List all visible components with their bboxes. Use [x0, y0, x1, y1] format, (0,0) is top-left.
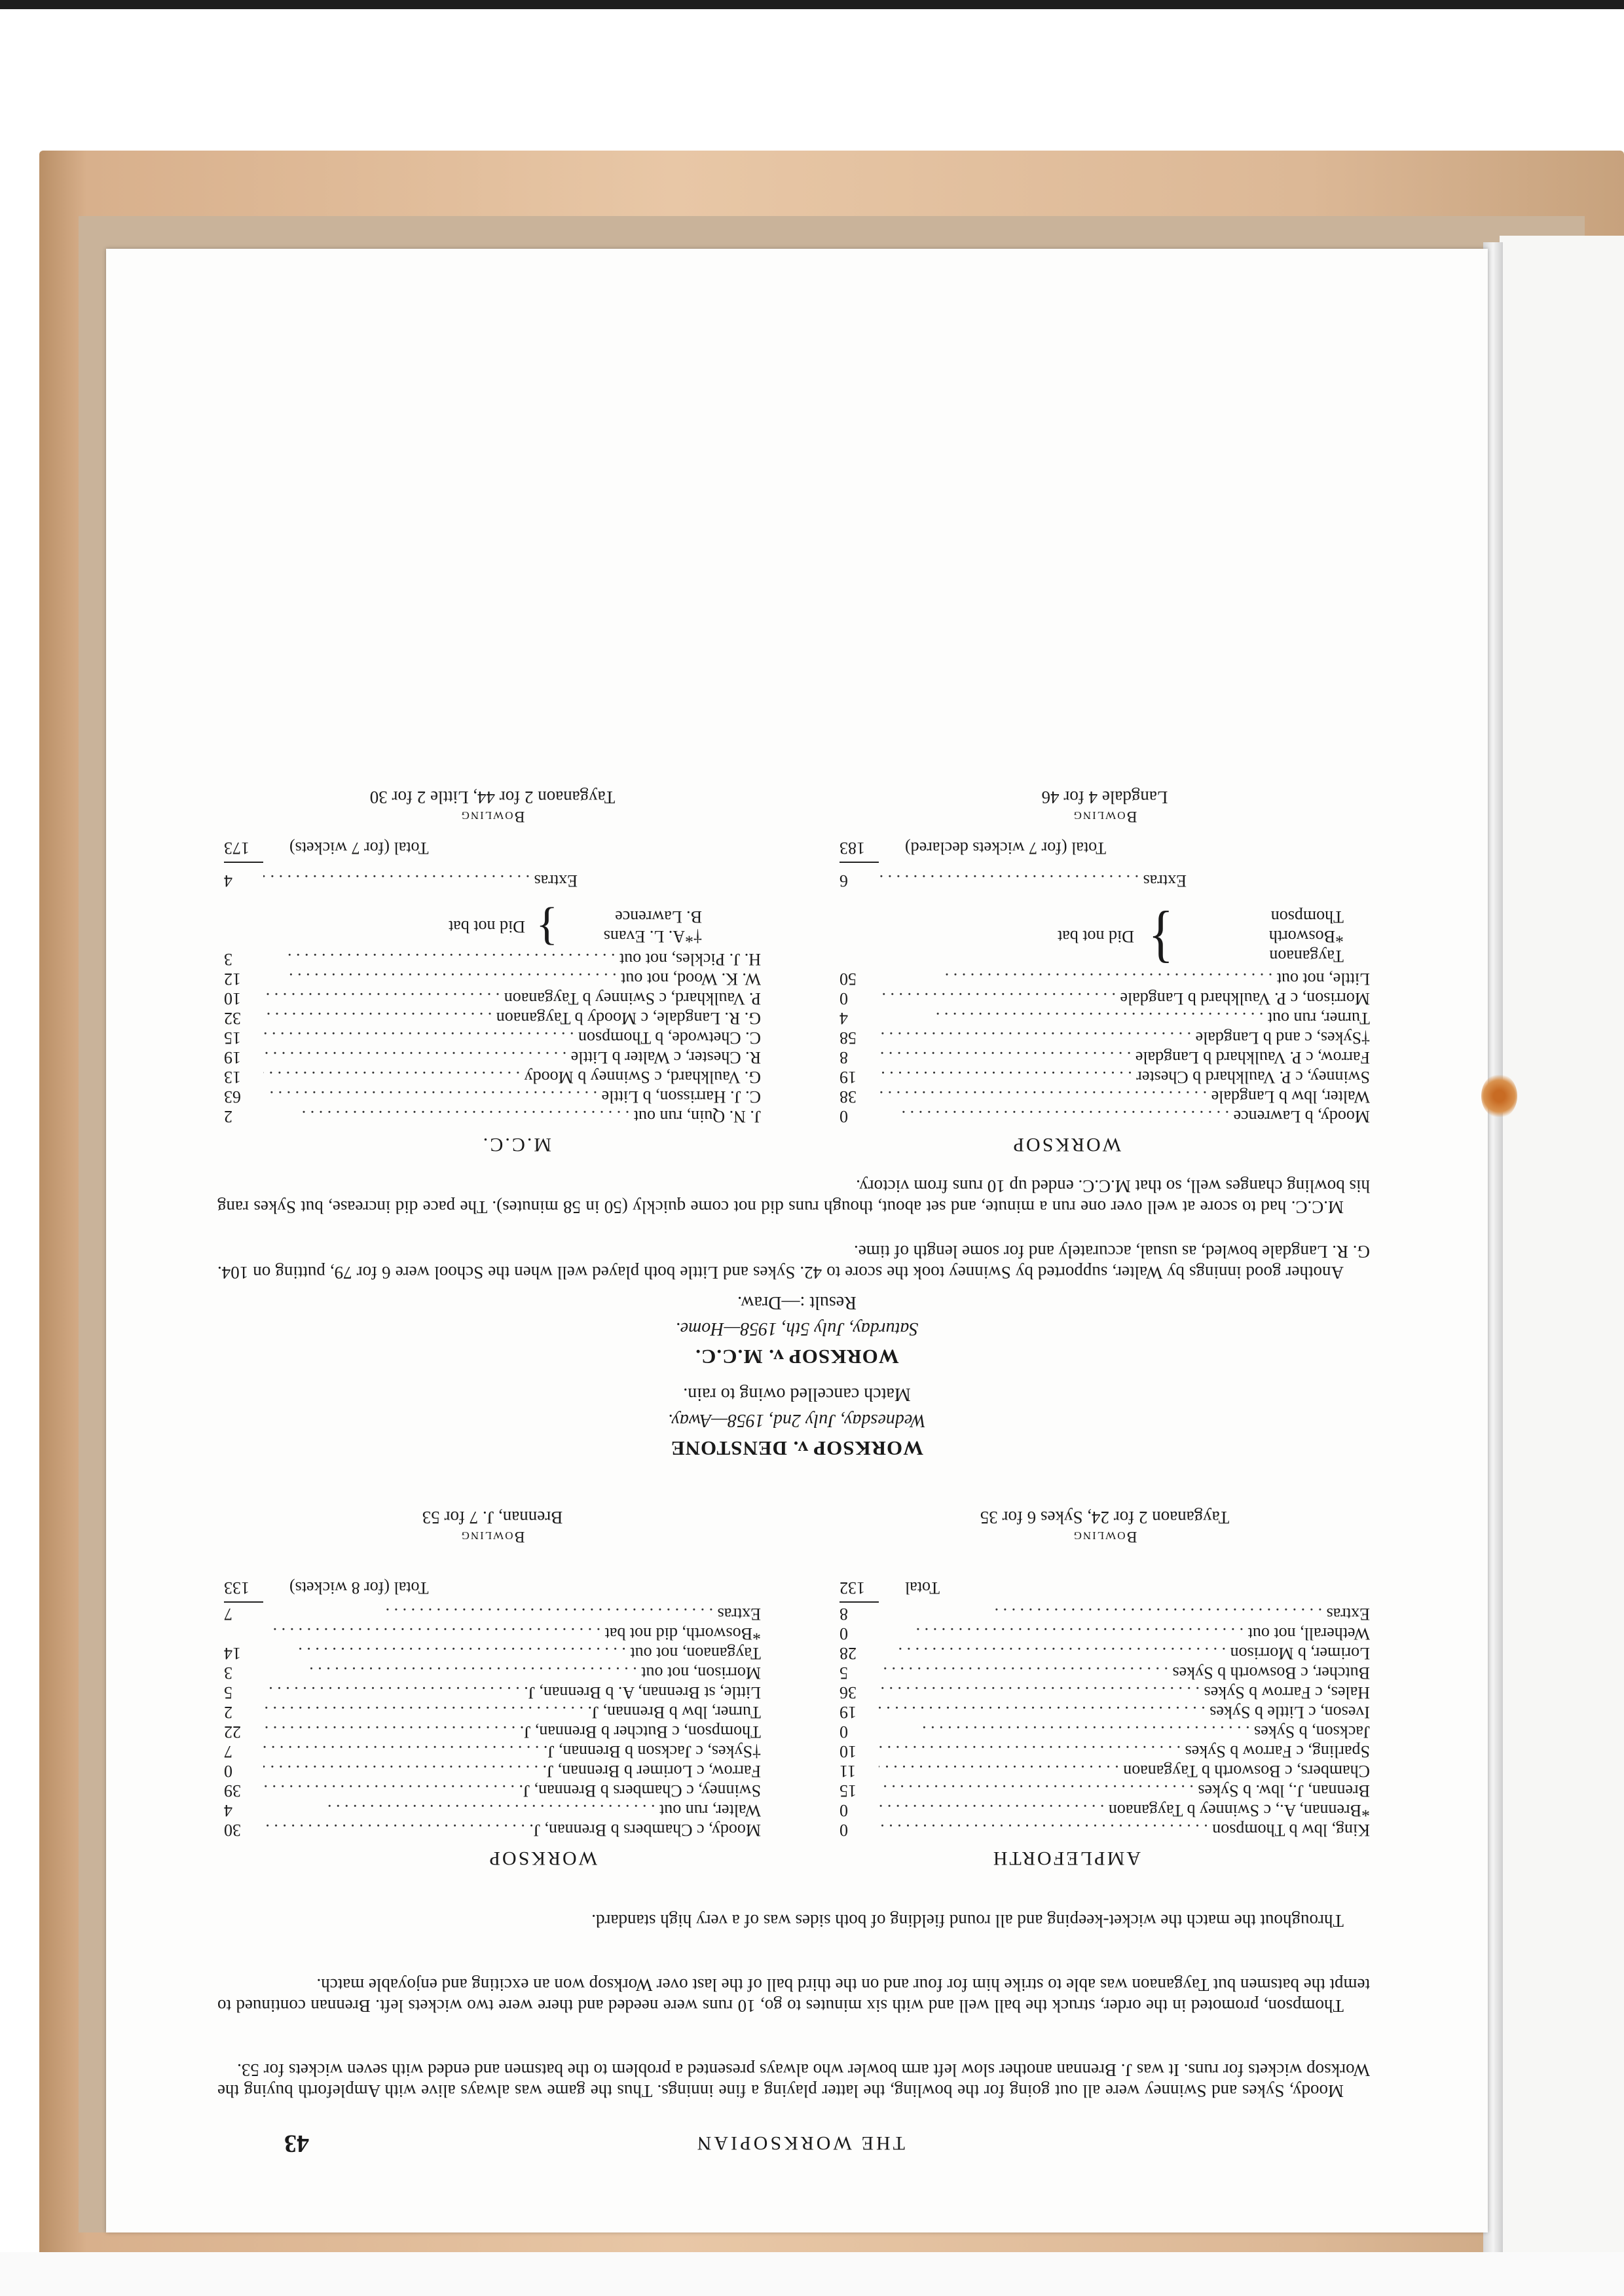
denstone-title: WORKSOP v. DENSTONE: [670, 1437, 924, 1460]
batting-row: [840, 969, 1370, 989]
batting-row: [840, 1008, 1370, 1028]
batsman-entry: Walter, lbw b Langdale . . .: [879, 1087, 1370, 1106]
batting-row: [840, 1820, 1370, 1840]
team-heading-worksop-2: WORKSOP: [1011, 1134, 1121, 1156]
mcc-extras: [224, 871, 761, 890]
dnb-label: Did not bat: [449, 917, 525, 936]
worksop-batting-list: [224, 1604, 761, 1840]
bowling-heading: Bowling: [460, 808, 525, 825]
mcc-batting-list: [224, 949, 761, 1126]
batsman-entry: Farrow, c P. Vaulkhard b Langdale . . .: [879, 1048, 1370, 1067]
batsman-score: [224, 1624, 263, 1643]
batting-row: [840, 1028, 1370, 1048]
bowling-heading: Bowling: [1072, 1528, 1137, 1545]
batsman-entry: Farrow, c Lorimer b Brennan, J. . . .: [263, 1761, 761, 1781]
extras-label: Extras . . .: [263, 871, 761, 890]
brace: }: [536, 903, 558, 953]
batsman-score: 3: [224, 950, 232, 969]
batsman-entry: G. Vaulkhard, c Swinney b Moody . . .: [263, 1067, 761, 1087]
batsman-score: 7: [224, 1605, 232, 1624]
batsman-entry: Turner, run out . . .: [879, 1008, 1370, 1028]
batsman-entry: Jackson, b Sykes . . .: [879, 1722, 1370, 1741]
batsman-score: 0: [840, 1107, 848, 1126]
batsman-entry: Walter, run out . . .: [263, 1800, 761, 1820]
batting-row: [224, 1643, 761, 1663]
batting-row: [224, 1008, 761, 1028]
batting-row: [224, 1067, 761, 1087]
mcc-paragraph-2: M.C.C. had to score at well over one run a minute, and set about, though runs did not come quickly (50 in 58 minutes). The pace did increase, but Sykes rang his bowling changes well, so that M.C.C. ended up 10 runs from victory.: [217, 1176, 1370, 1217]
batsman-score: 14: [224, 1644, 241, 1663]
batsman-score: 0: [840, 1722, 848, 1741]
total-label: Total (for 7 wickets declared): [905, 839, 1107, 858]
batsman-entry: R. Chester, c Walter b Little . . .: [263, 1048, 761, 1067]
batsman-entry: *Bosworth, did not bat . . .: [263, 1624, 761, 1643]
ampleforth-batting-list: [840, 1604, 1370, 1840]
batting-row: [224, 1604, 761, 1624]
batsman-entry: P. Vaulkhard, c Swinney b Tayganaon . . .: [263, 989, 761, 1008]
running-head: THE WORKSOPIAN: [694, 2132, 905, 2154]
batsman-entry: †Sykes, c Jackson b Brennan, J. . . .: [263, 1741, 761, 1761]
facing-page-edge: [1500, 236, 1624, 2265]
total-rule-left: [840, 1601, 879, 1603]
batsman-score: 12: [224, 970, 241, 989]
batsman-score: 10: [224, 989, 241, 1008]
mcc-title: WORKSOP v. M.C.C.: [695, 1345, 899, 1368]
batting-row: [840, 1683, 1370, 1702]
worksop-batting-list-2: [840, 969, 1370, 1126]
intro-paragraph-1: Moody, Sykes and Swinney were all out going for the bowling, the latter playing a fine innings. Thus the game was always alive with Ampleforth buying the Worksop wickets for runs. It was J. Brennan another slow left arm bowler who always presented a problem to the batsmen and ended with seven wickets for 53.: [217, 2060, 1370, 2101]
dnb-label: Did not bat: [1058, 927, 1134, 946]
batting-row: [224, 1702, 761, 1722]
batsman-entry: Sparling, c Farrow b Sykes . . .: [879, 1741, 1370, 1761]
batsman-entry: Turner, lbw b Brennan, J. . . .: [263, 1702, 761, 1722]
batting-row: [224, 1106, 761, 1126]
batsman-score: 15: [224, 1029, 241, 1048]
total-label: Total: [905, 1578, 940, 1597]
batting-row: [224, 1663, 761, 1683]
team-heading-worksop: WORKSOP: [487, 1848, 597, 1869]
batsman-score: 8: [840, 1048, 848, 1067]
batting-row: [224, 1741, 761, 1761]
batsman-score: 0: [840, 1821, 848, 1840]
page-content-inverted: [106, 249, 1488, 2232]
dnb-player: B. Lawrence: [615, 907, 702, 926]
brace: }: [1148, 905, 1173, 974]
worksop-extras-2: [840, 871, 1370, 890]
batting-row: [224, 1087, 761, 1106]
batsman-entry: Swinney, c Chambers b Brennan, J. . . .: [263, 1781, 761, 1800]
extras-label: Extras . . .: [879, 871, 1370, 890]
batsman-score: 30: [224, 1821, 241, 1840]
batting-row: [840, 1087, 1370, 1106]
batsman-score: 28: [840, 1644, 857, 1663]
rust-stain: [1481, 1074, 1517, 1118]
batting-row: [840, 1722, 1370, 1741]
ampleforth-total-row: [840, 1578, 1370, 1597]
batsman-entry: Extras . . .: [879, 1604, 1370, 1624]
bowling-heading: Bowling: [460, 1528, 525, 1545]
mcc-did-not-bat: [309, 900, 702, 953]
batsman-score: 36: [840, 1683, 857, 1702]
bowling-heading: Bowling: [1072, 808, 1137, 825]
batsman-entry: Morrison, not out . . .: [263, 1663, 761, 1683]
batsman-score: 0: [840, 1624, 848, 1643]
batsman-entry: Little, st Brennan, A. b Brennan, J. . . .: [263, 1683, 761, 1702]
batsman-entry: Moody, b Lawrence . . .: [879, 1106, 1370, 1126]
batsman-entry: Wetherall, not out . . .: [879, 1624, 1370, 1643]
batsman-score: 8: [840, 1605, 848, 1624]
batsman-entry: Tayganaon, not out . . .: [263, 1643, 761, 1663]
batsman-score: 4: [224, 1801, 232, 1820]
batting-row: [224, 1820, 761, 1840]
denstone-date: Wednesday, July 2nd, 1958—Away.: [667, 1410, 927, 1430]
worksop-total-row-2: [840, 838, 1370, 858]
batsman-entry: C. Chetwode, b Thompson . . .: [263, 1028, 761, 1048]
batting-row: [840, 1741, 1370, 1761]
batsman-entry: †Sykes, c and b Langdale . . .: [879, 1028, 1370, 1048]
intro-paragraph-2: Thompson, promoted in the order, struck the ball well and with six minutes to go, 10 runs were needed and there were two wickets left. Brennan continued to tempt the batsmen but Tayganaon was able to strike him for four and on the third ball of the last over Worksop won an exciting and enjoyable match.: [217, 1975, 1370, 2016]
batsman-entry: Hales, c Farrow b Sykes . . .: [879, 1683, 1370, 1702]
batsman-score: 5: [224, 1683, 232, 1702]
batting-row: [224, 1028, 761, 1048]
batsman-score: 39: [224, 1781, 241, 1800]
batting-row: [840, 1643, 1370, 1663]
total-label: Total (for 7 wickets): [289, 839, 429, 858]
total-rule-mcc-right: [224, 862, 263, 863]
batting-row: [840, 1702, 1370, 1722]
batsman-entry: W. K. Wood, not out . . .: [263, 969, 761, 989]
batsman-score: 5: [840, 1664, 848, 1683]
batsman-score: 58: [840, 1029, 857, 1048]
batting-row: [840, 1048, 1370, 1067]
batsman-entry: King, lbw b Thompson . . .: [879, 1820, 1370, 1840]
bowling-figures: Tayganaon 2 for 24, Sykes 6 for 35: [980, 1508, 1230, 1527]
batsman-entry: Chambers, c Bosworth b Tayganaon . . .: [879, 1761, 1370, 1781]
ampleforth-bowling: [840, 1507, 1370, 1545]
mcc-result: Result :—Draw.: [737, 1292, 857, 1313]
batting-row: [840, 1761, 1370, 1781]
batsman-entry: Brennan, J., lbw. b Sykes . . .: [879, 1781, 1370, 1800]
dnb-player: Tayganaon: [1269, 947, 1344, 966]
batsman-score: 0: [840, 989, 848, 1008]
dnb-player: Thompson: [1270, 907, 1344, 926]
batting-row: [840, 1624, 1370, 1643]
batsman-entry: J. N. Quin, run out . . .: [263, 1106, 761, 1126]
batsman-entry: Lorimer, b Morrison . . .: [879, 1643, 1370, 1663]
batsman-score: 11: [840, 1762, 857, 1781]
batting-row: [224, 969, 761, 989]
batsman-score: 13: [224, 1068, 241, 1087]
batsman-score: 63: [224, 1087, 241, 1106]
intro-paragraph-3: Throughout the match the wicket-keeping and all round fielding of both sides was of a very high standard.: [591, 1911, 1344, 1931]
batsman-entry: C. J. Harrisson, b Little . . .: [263, 1087, 761, 1106]
batsman-entry: *Brennan, A., c Swinney b Tayganaon . . .: [879, 1800, 1370, 1820]
batsman-score: 3: [224, 1664, 232, 1683]
total-score: 133: [224, 1578, 249, 1597]
batting-row: [224, 1761, 761, 1781]
total-score: 183: [840, 839, 865, 858]
team-heading-mcc: M.C.C.: [481, 1134, 551, 1156]
batsman-score: 19: [840, 1068, 857, 1087]
batsman-score: 0: [840, 1801, 848, 1820]
extras-score: 4: [224, 871, 232, 890]
dnb-names: [558, 907, 702, 946]
scan-bottom-edge: [0, 2252, 1624, 2296]
batsman-score: 19: [840, 1703, 857, 1722]
batting-row: [840, 1604, 1370, 1624]
bowling-figures: Langdale 4 for 46: [1041, 788, 1168, 807]
batsman-score: 22: [224, 1722, 241, 1741]
batting-row: [224, 989, 761, 1008]
batsman-entry: Little, not out . . .: [879, 969, 1370, 989]
worksop-did-not-bat: [951, 900, 1344, 974]
batsman-entry: Morrison, c P. Vaulkhard b Langdale . . .: [879, 989, 1370, 1008]
batting-row: [840, 1106, 1370, 1126]
mcc-bowling: [224, 787, 761, 825]
batsman-entry: Extras . . .: [263, 1604, 761, 1624]
mcc-total-row: [224, 838, 761, 858]
total-score: 173: [224, 839, 249, 858]
dnb-player: †*A. L. Evans: [603, 927, 702, 946]
batting-row: [224, 1048, 761, 1067]
batsman-score: 0: [224, 1762, 232, 1781]
denstone-note: Match cancelled owing to rain.: [683, 1384, 911, 1404]
batsman-score: 2: [224, 1703, 232, 1722]
batsman-entry: Swinney, c P. Vaulkhard b Chester . . .: [879, 1067, 1370, 1087]
batting-row: [224, 949, 761, 969]
batsman-score: 2: [224, 1107, 232, 1126]
batsman-score: 38: [840, 1087, 857, 1106]
batsman-entry: Moody, c Chambers b Brennan, J. . . .: [263, 1820, 761, 1840]
batsman-score: 10: [840, 1742, 857, 1761]
batting-row: [840, 1067, 1370, 1087]
total-rule-right: [224, 1601, 263, 1603]
worksop-total-row: [224, 1578, 761, 1597]
batsman-score: 32: [224, 1009, 241, 1028]
batting-row: [840, 1781, 1370, 1800]
batsman-entry: H. J. Pickles, not out . . .: [263, 949, 761, 969]
batsman-score: 19: [224, 1048, 241, 1067]
total-rule-mcc-left: [840, 862, 879, 863]
batting-row: [224, 1781, 761, 1800]
bowling-figures: Brennan, J. 7 for 53: [422, 1508, 563, 1527]
printed-page: [106, 249, 1488, 2232]
team-heading-ampleforth: AMPLEFORTH: [991, 1848, 1141, 1869]
dnb-names: [1173, 907, 1344, 966]
extras-score: 6: [840, 871, 848, 890]
page-number: 43: [284, 2130, 309, 2157]
batsman-entry: G. R. Langdale, c Moody b Tayganaon . . .: [263, 1008, 761, 1028]
batsman-score: 50: [840, 970, 857, 989]
total-score: 132: [840, 1578, 865, 1597]
batting-row: [224, 1722, 761, 1741]
mcc-date: Saturday, July 5th, 1958—Home.: [675, 1319, 919, 1339]
batsman-score: 4: [840, 1009, 848, 1028]
batting-row: [840, 989, 1370, 1008]
batsman-score: 7: [224, 1742, 232, 1761]
batsman-entry: Iveson, c Little b Sykes . . .: [879, 1702, 1370, 1722]
batting-row: [224, 1624, 761, 1643]
scan-top-edge: [0, 0, 1624, 9]
batting-row: [224, 1683, 761, 1702]
batting-row: [224, 1800, 761, 1820]
batting-row: [840, 1800, 1370, 1820]
dnb-player: *Bosworth: [1268, 927, 1344, 946]
batting-row: [840, 1663, 1370, 1683]
batsman-entry: Butcher, c Bosworth b Sykes . . .: [879, 1663, 1370, 1683]
mcc-paragraph-1: Another good innings by Walter, supported by Swinney took the score to 42. Sykes and Little both played well when the School were 6 for 79, putting on 104. G. R. Langdale bowled, as usual, accurately and for some length of time.: [217, 1242, 1370, 1283]
batsman-score: 15: [840, 1781, 857, 1800]
batsman-entry: Thompson, c Butcher b Brennan, J. . . .: [263, 1722, 761, 1741]
worksop-bowling: [224, 1507, 761, 1545]
total-label: Total (for 8 wickets): [289, 1578, 429, 1597]
bowling-figures: Tayganaon 2 for 44, Little 2 for 30: [369, 788, 616, 807]
worksop-bowling-2: [840, 787, 1370, 825]
